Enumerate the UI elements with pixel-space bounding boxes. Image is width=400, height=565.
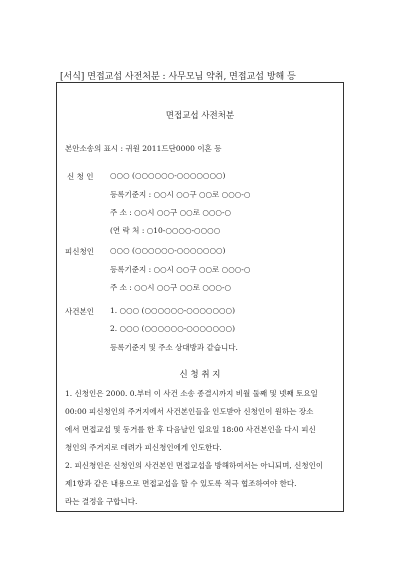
principals-note: 등록기준지 및 주소 상대방과 같습니다. xyxy=(110,343,238,352)
purpose-item-2 xyxy=(65,457,335,511)
principals-role: 사건본인 xyxy=(65,307,94,316)
purpose-item-2-line: 2. 피신청인은 신청인의 사건본인 면접교섭을 방해하여서는 아니되며, 신청인이 xyxy=(65,461,324,470)
form-header: [서식] 면접교섭 사전처분 : 사무모님 약취, 면접교섭 방해 등 xyxy=(60,72,296,82)
respondent-name: ○○○ (○○○○○○-○○○○○○○) xyxy=(110,246,226,255)
case-line: 본안소송의 표시 : 귀원 2011드단0000 이혼 등 xyxy=(65,144,222,153)
respondent-address: 주 소 : ○○시 ○○구 ○○로 ○○○-○ xyxy=(110,283,232,292)
applicant-registered-address: 등록기준지 : ○○시 ○○구 ○○로 ○○○-○ xyxy=(110,190,251,199)
applicant-role: 신 청 인 xyxy=(67,172,94,181)
purpose-item-2-line: 라는 결정을 구합니다. xyxy=(65,497,138,506)
purpose-item-1-line: 1. 신청인은 2000. 0.부터 이 사건 소송 종결시까지 비월 둘째 및 넷째 토요일 xyxy=(65,389,318,398)
purpose-title: 신 청 취 지 xyxy=(179,370,221,380)
applicant-contact: (연 락 처 : ○10-○○○○-○○○○ xyxy=(110,226,221,235)
applicant-name: ○○○ (○○○○○○-○○○○○○○) xyxy=(110,171,226,180)
respondent-role: 피신청인 xyxy=(65,247,94,256)
applicant-address: 주 소 : ○○시 ○○구 ○○로 ○○○-○ xyxy=(110,208,232,217)
purpose-item-1-line: 에서 면접교섭 및 동거를 한 후 다음날인 일요일 18:00 사건본인을 다시 피신 xyxy=(65,425,316,434)
purpose-item-1-line: 00:00 피신청인의 주거지에서 사건본인들을 인도받아 신청인이 원하는 장소 xyxy=(65,407,314,416)
purpose-item-1 xyxy=(65,385,335,457)
principal-item-1: 1. ○○○ (○○○○○○-○○○○○○○) xyxy=(110,306,236,315)
document-title: 면접교섭 사전처분 xyxy=(165,111,235,121)
principal-item-2: 2. ○○○ (○○○○○○-○○○○○○○) xyxy=(110,324,236,333)
purpose-item-2-line: 제1항과 같은 내용으로 면접교섭을 할 수 있도록 적극 협조하여야 한다. xyxy=(65,479,297,488)
respondent-registered-address: 등록기준지 : ○○시 ○○구 ○○로 ○○○-○ xyxy=(110,265,251,274)
document-box xyxy=(56,82,344,512)
purpose-item-1-line: 청인의 주거지로 데려가 피신청인에게 인도한다. xyxy=(65,443,222,452)
